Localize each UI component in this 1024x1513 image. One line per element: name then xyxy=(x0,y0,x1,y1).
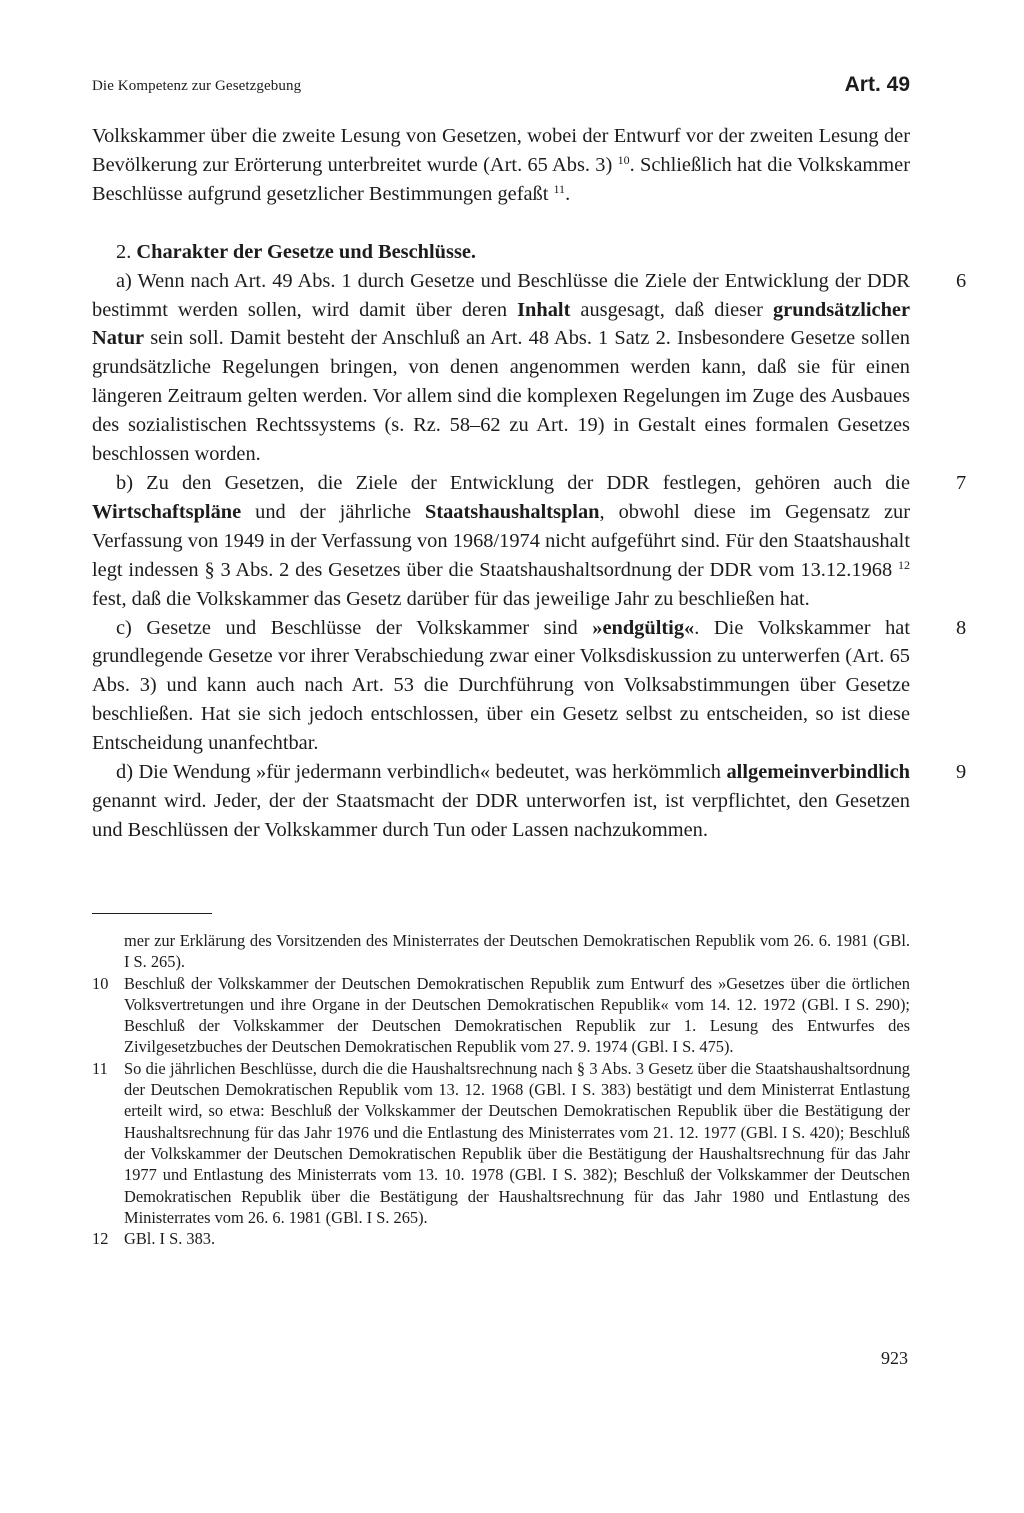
margin-number: 9 xyxy=(956,761,967,784)
footnote-number: 11 xyxy=(92,1058,108,1078)
page-number: 923 xyxy=(881,1348,908,1368)
footnote-number: 12 xyxy=(92,1229,109,1249)
footnote-ref-12[interactable]: 12 xyxy=(897,557,910,572)
footnote-number: 10 xyxy=(92,973,109,993)
paragraph-gap xyxy=(92,209,910,238)
main-text xyxy=(92,122,967,845)
footnote-11: 11 So die jährlichen Beschlüsse, durch die die Haushaltsrechnung nach § 3 Abs. 3 Gesetz über die Staatshaushaltsordnung der Deutschen Demokratischen Republik vom 13. 12. 1968 (GBl. I S. 383) bestätigt und dem Ministerrat Entlastung erteilt wird, so etwa: Beschluß der Volkskammer der Deutschen Demokratischen Republik über die Bestätigung der Haushaltsrechnung für das Jahr 1976 und die Entlastung des Ministerrates vom 21. 12. 1977 (GBl. I S. 420); Beschluß der Volkskammer der Deutschen Demokratischen Republik über die Bestätigung der Haushaltsrechnung für das Jahr 1977 und Entlastung des Ministerrats vom 13. 10. 1978 (GBl. I S. 382); Beschluß der Volkskammer der Deutschen Demokratischen Republik über die Bestätigung der Haushaltsrechnung für das Jahr 1980 und Entlastung des Ministerrates vom 26. 6. 1981 (GBl. I S. 265). xyxy=(92,1058,910,1227)
footnote-continued: mer zur Erklärung des Vorsitzenden des Ministerrates der Deutschen Demokratischen Republik vom 26. 6. 1981 (GBl. I S. 265). xyxy=(124,931,910,972)
paragraph-6: 6 a) Wenn nach Art. 49 Abs. 1 durch Gesetze und Beschlüsse die Ziele der Entwicklung der DDR bestimmt werden sollen, wird damit über deren Inhalt ausgesagt, daß dieser grundsätzlicher Natur sein soll. Damit besteht der Anschluß an Art. 48 Abs. 1 Satz 2. Insbesondere Gesetze sollen grundsätzliche Regelungen bringen, von denen angenommen werden kann, daß sie für einen längeren Zeitraum gelten werden. Vor allem sind die komplexen Regelungen im Zuge des Ausbaues des sozialistischen Rechtssystems (s. Rz. 58–62 zu Art. 19) in Gestalt eines formalen Gesetzes beschlossen worden. xyxy=(92,267,910,469)
paragraph-9: 9 d) Die Wendung »für jedermann verbindlich« bedeutet, was herkömmlich allgemeinverbindlich genannt wird. Jeder, der der Staatsmacht der DDR unterworfen ist, ist verpflichtet, den Gesetzen und Beschlüssen der Volkskammer durch Tun oder Lassen nachzukommen. xyxy=(92,758,910,845)
footnote-10: 10 Beschluß der Volkskammer der Deutschen Demokratischen Republik zum Entwurf des »Gesetzes über die örtlichen Volksvertretungen und ihre Organe in der Deutschen Demokratischen Republik« vom 14. 12. 1972 (GBl. I S. 290); Beschluß der Volkskammer der Deutschen Demokratischen Republik zur 1. Lesung des Entwurfes des Zivilgesetzbuches der Deutschen Demokratischen Republik vom 27. 9. 1974 (GBl. I S. 475). xyxy=(92,973,910,1057)
article-label: Art. 49 xyxy=(844,73,910,96)
paragraph-7: 7 b) Zu den Gesetzen, die Ziele der Entwicklung der DDR festlegen, gehören auch die Wirtschaftspläne und der jährliche Staatshaushaltsplan, obwohl diese im Gegensatz zur Verfassung von 1949 in der Verfassung von 1968/1974 nicht aufgeführt sind. Für den Staatshaushalt legt indessen § 3 Abs. 2 des Gesetzes über die Staatshaushaltsordnung der DDR vom 13.12.1968 $^{12}$ fest, daß die Volkskammer das Gesetz darüber für das jeweilige Jahr zu beschließen hat. xyxy=(92,469,910,614)
paragraph-8: 8 c) Gesetze und Beschlüsse der Volkskammer sind »endgültig«. Die Volkskammer hat grundlegende Gesetze vor ihrer Verabschiedung zwar einer Volksdiskussion zu unterwerfen (Art. 65 Abs. 3) und kann auch nach Art. 53 die Durchführung von Volksabstimmungen über Gesetze beschließen. Hat sie sich jedoch entschlossen, über ein Gesetz selbst zu entscheiden, so ist diese Entscheidung unanfechtbar. xyxy=(92,614,910,759)
margin-number: 8 xyxy=(956,616,967,639)
running-head: Die Kompetenz zur Gesetzgebung xyxy=(92,78,302,94)
intro-paragraph: Volkskammer über die zweite Lesung von Gesetzen, wobei der Entwurf vor der zweiten Lesung der Bevölkerung zur Erörterung unterbreitet wurde (Art. 65 Abs. 3) $^{10}$. Schließlich hat die Volkskammer Beschlüsse aufgrund gesetzlicher Bestimmungen gefaßt $^{11}$. xyxy=(92,125,910,205)
margin-number: 6 xyxy=(956,269,967,292)
footnote-12: 12 GBl. I S. 383. xyxy=(92,1229,216,1249)
footnote-ref-11[interactable]: 11 xyxy=(553,181,566,196)
margin-number: 7 xyxy=(956,471,967,494)
footnote-ref-10[interactable]: 10 xyxy=(617,152,630,167)
footnote-separator xyxy=(92,913,212,914)
section-heading: 2. Charakter der Gesetze und Beschlüsse. xyxy=(116,240,477,263)
footnotes xyxy=(92,930,910,1249)
